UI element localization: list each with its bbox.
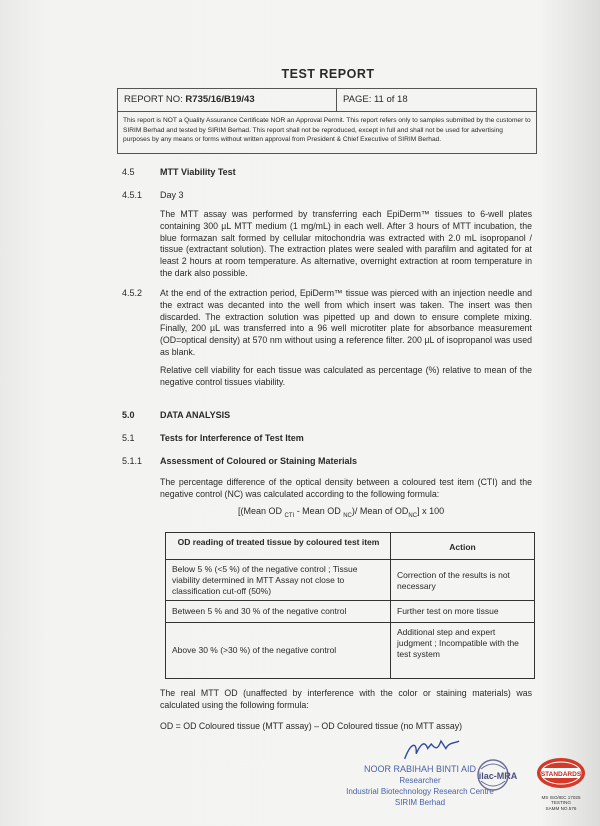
report-title: TEST REPORT — [281, 67, 375, 81]
signatory-centre: Industrial Biotechnology Research Centre — [346, 787, 494, 796]
table-cell: Below 5 % (<5 %) of the negative control ; Tissue viability determined in MTT Assay not close to classification cut-off (50%) — [172, 564, 358, 596]
section-number: 5.1 — [122, 433, 135, 443]
signature-icon — [401, 733, 463, 765]
table-cell: Above 30 % (>30 %) of the negative control — [172, 645, 337, 655]
report-header-row — [118, 89, 536, 112]
page-number-cell: PAGE: 11 of 18 — [343, 94, 408, 105]
section-heading: Assessment of Coloured or Staining Materials — [160, 456, 358, 466]
section-number: 4.5.1 — [122, 190, 143, 200]
standards-sub: SAMM NO.576 — [545, 805, 577, 811]
table-header-cell: Action — [449, 542, 476, 552]
section-number: 4.5 — [122, 167, 135, 177]
signatory-name: NOOR RABIHAH BINTI AID — [363, 764, 477, 774]
interference-table — [165, 532, 535, 679]
table-cell: Between 5 % and 30 % of the negative control — [172, 606, 347, 616]
formula: [(Mean OD $_{CTI}$ - Mean OD $_{NC}$)/ Mean of $OD_{NC}$] x 100 — [238, 506, 445, 519]
standards-sub: TESTING — [551, 800, 571, 806]
paragraph: The percentage difference of the optical density between a coloured test item (CTI) and the negative control (NC) was calculated according to the following formula: — [160, 477, 532, 499]
ilac-mra-logo — [477, 755, 519, 795]
table-cell: Correction of the results is not necessary — [397, 570, 510, 591]
report-number-cell — [118, 89, 337, 111]
paragraph: The real MTT OD (unaffected by interference with the color or staining materials) was calculated using the following formula: — [160, 688, 532, 710]
report-number-label: REPORT NO: — [124, 94, 186, 105]
report-number-value: R735/16/B19/43 — [185, 94, 255, 105]
table-cell: Further test on more tissue — [397, 606, 499, 616]
section-number: 5.1.1 — [122, 456, 143, 466]
table-header-cell: OD reading of treated tissue by coloured test item — [177, 537, 380, 547]
paragraph: Relative cell viability for each tissue was calculated as percentage (%) relative to mean of the negative control tissues viability. — [160, 365, 532, 387]
section-heading: Tests for Interference of Test Item — [160, 433, 304, 443]
paragraph: The MTT assay was performed by transferring each EpiDerm™ tissues to 6-well plates containing 300 µL MTT medium (1 mg/mL) in each well. After 3 hours of MTT incubation, the blue formazan salt formed by cellular mitochondria was extracted with 2.0 mL isopropanol / tissue (extractant solution). The extraction plates were sealed with parafilm and agitated for at least 2 hours at room temperature. As alternative, overnight extraction at room temperature in the dark also possible. — [160, 209, 532, 278]
signatory-role: Researcher — [399, 776, 441, 785]
section-number: 5.0 — [122, 410, 135, 420]
section-number: 4.5.2 — [122, 288, 143, 298]
subsection-title: Day 3 — [160, 190, 184, 200]
signatory-org: SIRIM Berhad — [394, 798, 446, 807]
paragraph: At the end of the extraction period, EpiDerm™ tissue was pierced with an injection needle and the extract was decanted into the well from which insert was taken. The insert was then discarded. The extraction solution was pipetted up and down to ensure complete mixing. Finally, 200 µL was transferred into a 96 well microtiter plate for absorbance measurement (OD=optical density) at 570 nm without using a reference filter. 200 µL of isopropanol was used as blank. — [160, 288, 532, 357]
standards-sub: MS ISO/IEC 17025 — [541, 795, 581, 800]
report-header-table — [117, 88, 537, 154]
svg-text:STANDARDS: STANDARDS — [540, 771, 582, 778]
svg-text:ilac-MRA: ilac-MRA — [478, 771, 518, 781]
table-cell: Additional step and expert judgment ; Incompatible with the test system — [397, 627, 519, 659]
disclaimer-text: This report is NOT a Quality Assurance Certificate NOR an Approval Permit. This report refers only to samples submitted by the customer to SIRIM Berhad and tested by SIRIM Berhad. This report shall not be reproduced, except in full and shall not be used for advertising purposes by any means or forms without written approval from President & Chief Executive of SIRIM Berhad. — [123, 117, 531, 143]
section-heading: MTT Viability Test — [160, 167, 236, 177]
section-heading: DATA ANALYSIS — [160, 410, 231, 420]
ilac-mra-icon — [477, 755, 519, 795]
standards-logo — [536, 756, 586, 810]
formula: OD = OD Coloured tissue (MTT assay) – OD Coloured tissue (no MTT assay) — [160, 721, 463, 731]
standards-icon — [536, 756, 586, 790]
